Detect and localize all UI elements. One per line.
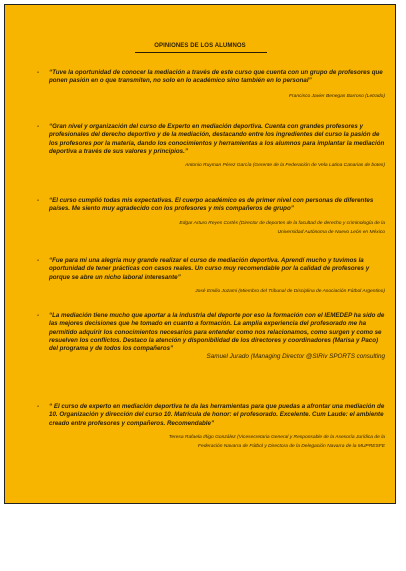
testimonial-item	[37, 257, 385, 295]
testimonial-quote: “Gran nivel y organización del curso de Experto en mediación deportiva. Cuenta con grandes profesores y profesionales del derecho deportivo y de la mediación, destacando entre los ingredientes del curso la pasión de los profesores por la materia, dando los conocimientos y herramientas a los alumnos para implantar la mediación deportiva a través de sus valores y principios.”	[49, 123, 385, 155]
testimonial-author: Teresa Rafaela Iñigo González (Vicesecretaria General y Responsable de la Asesoría Jurídica de la	[168, 434, 385, 440]
list-dash: -	[37, 123, 40, 130]
testimonial-item	[37, 312, 385, 361]
testimonial-author-line2: Federación Navarra de Fútbol y Directora de la Delegación Navarra de la MUPRESFE	[197, 443, 385, 449]
testimonials-panel	[4, 4, 396, 504]
testimonial-author: Francisco Javier Benegas Barroso (Letrado)	[289, 93, 385, 99]
list-dash: -	[37, 69, 40, 76]
testimonial-item	[37, 197, 385, 236]
testimonial-author: Edgar Arturo Reyes Cortés (Director de deportes de la facultad de derecho y criminología de la	[179, 220, 385, 226]
testimonial-item	[37, 123, 385, 169]
testimonial-item	[37, 69, 385, 100]
testimonial-quote: “El curso cumplió todas mis expectativas. El cuerpo académico es de primer nivel con personas de diferentes países. Me siento muy agradecido con los profesores y mis compañeros de grupo”	[49, 197, 374, 213]
testimonial-quote: “ El curso de experto en mediación deportiva te da las herramientas para que puedas a afrontar una mediación de 10. Organización y dirección del curso 10. Matrícula de honor: el profesorado. Excelente. Cum Laude: el ambiente creado entre profesores y compañeros. Recomendable”	[49, 403, 385, 427]
title-underline	[135, 52, 267, 53]
testimonial-quote: “La mediación tiene mucho que aportar a la industria del deporte por eso la formación con el IEMEDEP ha sido de las mejores decisiones que he tomado en cuanto a formación. La amplia experiencia del profesorado me ha permitido adquirir los conocimientos necesarios para entender como nos relacionamos, como surgen y como se resuelven los conflictos. Destaco la atención y disponibilidad de los directores y coordinadores (Marisa y Paco) del programa y de todos los compañeros”	[49, 312, 385, 353]
testimonial-item	[37, 403, 385, 450]
testimonial-quote: “Tuve la oportunidad de conocer la mediación a través de este curso que cuenta con un grupo de profesores que ponen pasión en o que transmiten, no solo en lo académico sino también en lo personal”	[49, 69, 383, 85]
list-dash: -	[37, 197, 40, 204]
testimonial-author-line2: Universidad Autónoma de Nuevo León en México	[277, 229, 385, 235]
testimonial-author: Samuel Jurado (Managing Director @SIRiv SPORTS consulting	[206, 353, 385, 361]
page-title: OPINIONES DE LOS ALUMNOS	[154, 43, 246, 49]
list-dash: -	[37, 403, 40, 410]
testimonial-author: Antonio Ruyman Pérez García (Gerente de la Federación de Vela Latina Canarias de botes)	[185, 163, 385, 169]
testimonial-author: José Emilio Jozami (Miembro del Tribunal de Disciplina de Asociación Fútbol Argentino)	[195, 288, 385, 294]
testimonial-quote: “Fue para mi una alegría muy grande realizar el curso de mediación deportiva. Aprendí mucho y tuvimos la oportunidad de tener prácticas con casos reales. Un curso muy recomendable por la calidad de profesores y porque se abre un nicho laboral interesante”	[49, 257, 370, 281]
list-dash: -	[37, 312, 40, 319]
list-dash: -	[37, 257, 40, 264]
